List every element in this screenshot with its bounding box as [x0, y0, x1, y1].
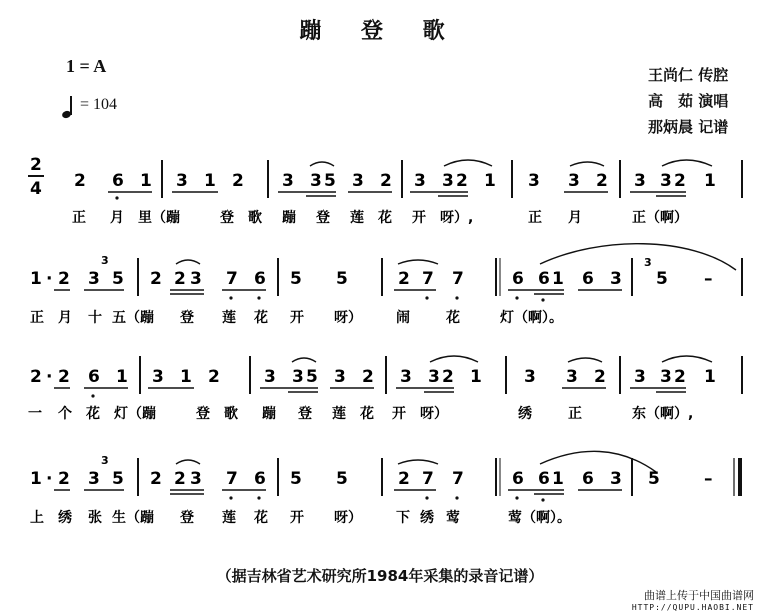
- system-2: [30, 244, 742, 326]
- lyric: 登: [196, 406, 210, 422]
- note: 7: [422, 269, 434, 289]
- lyric: 月: [568, 210, 582, 226]
- note: 1: [140, 171, 152, 191]
- note: 6: [538, 269, 550, 289]
- lyric: 花: [86, 406, 100, 422]
- lyric: 五（蹦: [112, 310, 154, 326]
- note: 7: [226, 269, 238, 289]
- note: 5: [290, 269, 302, 289]
- note: 6: [538, 469, 550, 489]
- lyric: 十: [88, 310, 102, 326]
- note: 3: [264, 367, 276, 387]
- note: 2: [150, 269, 162, 289]
- note: 2: [58, 469, 70, 489]
- note: 3: [310, 171, 322, 191]
- lyric: 开: [290, 310, 304, 326]
- note: 3: [190, 269, 202, 289]
- note: 2: [398, 269, 410, 289]
- note: 2: [674, 171, 686, 191]
- note: 2: [232, 171, 244, 191]
- note: 3: [414, 171, 426, 191]
- note: 2: [362, 367, 374, 387]
- lyric: 绣: [420, 510, 434, 526]
- note: 3: [568, 171, 580, 191]
- note: 1: [470, 367, 482, 387]
- note: 3: [528, 171, 540, 191]
- note: 1: [30, 269, 42, 289]
- note: 1: [552, 469, 564, 489]
- credit-transcriber: 那炳晨 记谱: [648, 118, 729, 136]
- lyric: 月: [110, 210, 124, 226]
- source-note: （据吉林省艺术研究所1984年采集的录音记谱）: [216, 567, 544, 585]
- lyric: 莲: [350, 210, 364, 226]
- lyric: 个: [58, 406, 72, 422]
- note: 7: [452, 269, 464, 289]
- note: 1: [704, 367, 716, 387]
- note: 6: [112, 171, 124, 191]
- note: 5: [336, 469, 348, 489]
- note: 6: [512, 269, 524, 289]
- lyric: 下: [396, 510, 410, 526]
- note: 5: [306, 367, 318, 387]
- lyric: 开: [412, 210, 426, 226]
- lyric: 正: [30, 310, 44, 326]
- lyric: 绣: [518, 406, 532, 422]
- note: ·: [46, 367, 53, 387]
- note: 3: [428, 367, 440, 387]
- note: 3: [610, 269, 622, 289]
- lyric: 登: [220, 210, 234, 226]
- lyric: 花: [446, 310, 460, 326]
- lyric: 莲: [222, 510, 236, 526]
- note: 3: [152, 367, 164, 387]
- note: 2: [398, 469, 410, 489]
- note: 6: [254, 269, 266, 289]
- lyric: 歌: [248, 210, 262, 226]
- lyric: 呀）,: [440, 210, 474, 226]
- tempo-value: = 104: [80, 96, 118, 113]
- note: 1: [116, 367, 128, 387]
- svg-text:3: 3: [101, 254, 109, 267]
- svg-text:3: 3: [101, 454, 109, 467]
- lyric: 蹦: [282, 210, 296, 226]
- lyric: 正（啊）: [632, 210, 688, 226]
- note: 5: [656, 269, 668, 289]
- note: 3: [400, 367, 412, 387]
- note: 3: [610, 469, 622, 489]
- lyric: 莲: [332, 406, 346, 422]
- lyric: 灯（蹦: [114, 406, 156, 422]
- lyric: 歌: [224, 406, 238, 422]
- note: –: [704, 469, 713, 489]
- time-sig-bottom: 4: [30, 179, 42, 199]
- note: 1: [552, 269, 564, 289]
- lyric: 开: [392, 406, 406, 422]
- system-1: [72, 160, 742, 226]
- note: 6: [582, 469, 594, 489]
- time-sig-top: 2: [30, 155, 42, 175]
- note: 2: [380, 171, 392, 191]
- lyric: 生（蹦: [112, 510, 154, 526]
- note: 1: [704, 171, 716, 191]
- note: 3: [566, 367, 578, 387]
- note: 2: [596, 171, 608, 191]
- lyric: 花: [254, 310, 268, 326]
- note: 2: [150, 469, 162, 489]
- lyric: 张: [88, 510, 102, 526]
- note: 3: [190, 469, 202, 489]
- lyric: 东（啊）,: [632, 406, 694, 422]
- system-4: [30, 451, 740, 526]
- note: 3: [634, 171, 646, 191]
- lyric: 正: [528, 210, 542, 226]
- note: 2: [594, 367, 606, 387]
- note: 3: [176, 171, 188, 191]
- note: 3: [442, 171, 454, 191]
- note: 3: [292, 367, 304, 387]
- lyric: 莺（啊）。: [508, 510, 571, 526]
- lyric: 登: [180, 510, 194, 526]
- lyric: 莺: [446, 510, 460, 526]
- credit-arranger: 王尚仁 传腔: [648, 66, 729, 84]
- watermark: [632, 590, 754, 614]
- note: 2: [58, 269, 70, 289]
- lyric: 花: [360, 406, 374, 422]
- note: 5: [336, 269, 348, 289]
- note: 2: [58, 367, 70, 387]
- lyric: 开: [290, 510, 304, 526]
- song-title: 蹦 登 歌: [299, 19, 461, 44]
- credit-singer: 高 茹 演唱: [648, 92, 729, 110]
- note: ·: [46, 269, 53, 289]
- lyric: 上: [30, 510, 44, 526]
- lyric: 登: [298, 406, 312, 422]
- lyric: 闹: [396, 310, 410, 326]
- note: 1: [180, 367, 192, 387]
- note: 2: [208, 367, 220, 387]
- lyric: 里（蹦: [138, 210, 180, 226]
- note: 2: [456, 171, 468, 191]
- note: 3: [524, 367, 536, 387]
- lyric: 呀）: [334, 510, 362, 526]
- lyric: 呀）: [334, 310, 362, 326]
- lyric: 一: [28, 406, 42, 422]
- note: 7: [226, 469, 238, 489]
- note: –: [704, 269, 713, 289]
- note: 3: [88, 269, 100, 289]
- note: 1: [204, 171, 216, 191]
- note: 5: [112, 269, 124, 289]
- key-signature: 1 = A: [66, 56, 107, 76]
- note: ·: [46, 469, 53, 489]
- note: 6: [254, 469, 266, 489]
- lyric: 呀）: [420, 406, 448, 422]
- note: 6: [512, 469, 524, 489]
- note: 2: [30, 367, 42, 387]
- note: 3: [334, 367, 346, 387]
- lyric: 蹦: [262, 406, 276, 422]
- note: 5: [648, 469, 660, 489]
- lyric: 登: [316, 210, 330, 226]
- note: 5: [324, 171, 336, 191]
- lyric: 正: [568, 406, 582, 422]
- lyric: 登: [180, 310, 194, 326]
- note: 3: [282, 171, 294, 191]
- lyric: 灯（啊）。: [500, 310, 563, 326]
- note: 5: [112, 469, 124, 489]
- note: 1: [484, 171, 496, 191]
- svg-text:3: 3: [644, 256, 652, 269]
- note: 7: [452, 469, 464, 489]
- note: 7: [422, 469, 434, 489]
- lyric: 花: [254, 510, 268, 526]
- note: 3: [660, 171, 672, 191]
- lyric: 花: [378, 210, 392, 226]
- note: 6: [582, 269, 594, 289]
- note: 3: [352, 171, 364, 191]
- watermark-url: HTTP://QUPU.HAOBI.NET: [631, 603, 754, 612]
- lyric: 绣: [58, 510, 72, 526]
- lyric: 正: [72, 210, 86, 226]
- note: 2: [174, 469, 186, 489]
- note: 2: [74, 171, 86, 191]
- lyric: 莲: [222, 310, 236, 326]
- note: 2: [174, 269, 186, 289]
- note: 5: [290, 469, 302, 489]
- system-3: [28, 356, 742, 422]
- note: 2: [674, 367, 686, 387]
- note: 3: [88, 469, 100, 489]
- note: 6: [88, 367, 100, 387]
- note: 1: [30, 469, 42, 489]
- lyric: 月: [58, 310, 72, 326]
- watermark-line1: 曲谱上传于中国曲谱网: [644, 589, 754, 602]
- note: 3: [634, 367, 646, 387]
- note: 2: [442, 367, 454, 387]
- note: 3: [660, 367, 672, 387]
